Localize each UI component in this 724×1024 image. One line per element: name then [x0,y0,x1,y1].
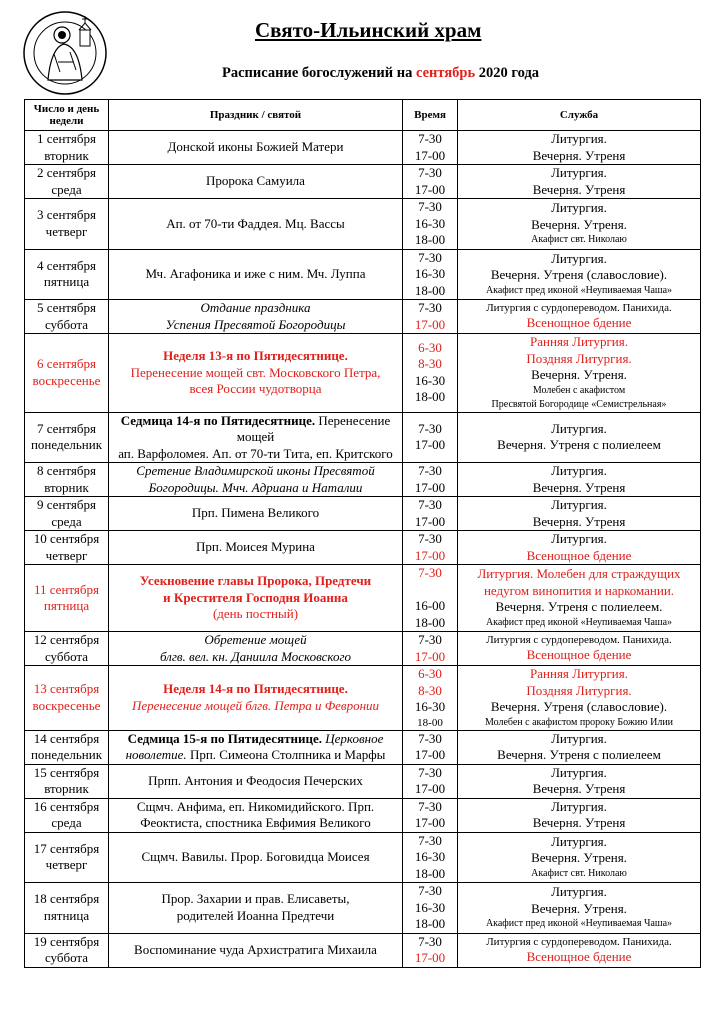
date-cell [25,497,109,531]
table-row [25,730,701,764]
time-cell [403,666,458,731]
table-row [25,249,701,300]
service-cell [458,632,701,666]
schedule-table [24,99,701,968]
time-text: 7-30 [418,565,442,580]
service-text: Вечерня. Утреня. [531,367,627,382]
table-row [25,497,701,531]
time-cell [403,798,458,832]
date-text: 16 сентября [33,798,100,814]
feast-cell [109,300,403,334]
column-header-time: Время [403,100,458,131]
time-text: 16-00 [414,598,446,613]
service-text: Литургия. [551,420,607,436]
time-text: 17-00 [414,747,446,762]
date-cell [25,933,109,967]
feast-text: Перенесение мощей блгв. Петра и Февронии [131,697,380,713]
service-text: Вечерня. Утреня [532,513,626,529]
feast-text: всея России чудотворца [189,381,322,396]
date-cell [25,883,109,934]
service-text: Литургия. [551,833,607,849]
service-text: Литургия. [551,798,607,814]
date-text: 9 сентября [37,497,96,512]
date-cell [25,131,109,165]
feast-text: Прп. Пимена Великого [191,505,320,521]
service-cell [458,798,701,832]
service-text: Молебен с акафистом [532,384,626,396]
time-cell [403,730,458,764]
service-text: Всенощное бдение [526,547,632,563]
table-row [25,764,701,798]
service-text: Вечерня. Утреня с полиелеем [497,437,661,453]
date-text: 8 сентября [37,463,96,478]
feast-cell [109,497,403,531]
service-cell [458,412,701,463]
time-text: 17-00 [414,181,446,197]
feast-text: Ап. от 70-ти Фаддея. Мц. Вассы [166,215,345,231]
time-text: 7-30 [418,420,442,436]
feast-text: Прп. Симеона Столпника и Марфы [186,747,386,762]
date-cell [25,832,109,883]
service-text: Вечерня. Утреня. [531,216,627,232]
time-text: 7-30 [418,798,442,814]
service-cell [458,531,701,565]
service-text: Литургия. [551,497,607,512]
service-text: Всенощное бдение [526,647,632,663]
date-text: 6 сентября [37,356,96,372]
date-cell [25,764,109,798]
service-text: Вечерня. Утреня. [531,850,627,866]
service-text: Литургия. [551,200,607,216]
date-text: 10 сентября [33,531,100,546]
time-text: 17-00 [414,513,446,529]
time-cell [403,531,458,565]
date-cell [25,666,109,731]
table-row [25,565,701,632]
feast-cell [109,832,403,883]
date-cell [25,463,109,497]
weekday-text: среда [51,815,82,830]
service-text: недугом винопития и наркомании. [483,582,675,598]
table-row [25,199,701,250]
table-row [25,832,701,883]
time-text: 7-30 [418,933,442,949]
weekday-text: пятница [43,274,90,290]
feast-cell [109,565,403,632]
date-text: 3 сентября [37,207,96,223]
feast-cell [109,412,403,463]
time-text: 18-00 [414,865,446,881]
feast-cell [109,883,403,934]
feast-text: Неделя 13-я по Пятидесятнице. [163,348,348,363]
service-text: Литургия. [551,250,607,266]
feast-cell [109,798,403,832]
service-text: Литургия. [551,165,607,180]
time-text: 17-00 [414,479,446,495]
date-text: 14 сентября [33,730,100,746]
weekday-text: вторник [44,781,89,796]
time-text: 16-30 [414,699,446,714]
table-row [25,412,701,463]
weekday-text: суббота [44,648,89,664]
service-cell [458,199,701,250]
service-text: Акафист пред иконой «Неупиваемая Чаша» [485,616,673,628]
feast-cell [109,933,403,967]
feast-text: Пророка Самуила [206,173,305,189]
table-row [25,334,701,413]
date-text: 19 сентября [33,933,100,949]
feast-text: Отдание праздника [200,300,311,315]
time-cell [403,933,458,967]
date-cell [25,565,109,632]
feast-text: Прпп. Антония и Феодосия Печерских [148,772,363,788]
weekday-text: четверг [45,223,88,239]
feast-text: Седмица 15-я по Пятидесятнице. [127,730,322,746]
time-cell [403,497,458,531]
feast-text: Сретение Владимирской иконы Пресвятой [136,463,375,478]
subtitle-month: сентябрь [415,65,476,81]
time-cell [403,883,458,934]
table-row [25,883,701,934]
weekday-text: четверг [45,857,88,873]
service-text: Вечерня. Утреня (славословие). [490,699,668,714]
time-text: 18-00 [414,614,446,630]
service-text: Ранняя Литургия. [530,334,628,349]
time-text: 16-30 [414,849,446,864]
time-text: 7-30 [418,463,442,478]
time-text: 18-00 [417,716,443,729]
service-text: Акафист свт. Николаю [531,867,627,879]
service-text: Акафист пред иконой «Неупиваемая Чаша» [485,284,673,296]
date-text: 4 сентября [37,257,96,273]
service-text: Литургия. Молебен для страждущих [477,566,681,582]
feast-text: ап. Варфоломея. Ап. от 70-ти Тита, еп. Критского [118,445,393,461]
feast-text: Мч. Агафоника и иже с ним. Мч. Луппа [145,266,366,281]
feast-cell [109,632,403,666]
feast-cell [109,730,403,764]
date-text: 15 сентября [33,764,100,780]
time-text: 7-30 [418,199,442,214]
time-text: 16-30 [414,372,446,388]
weekday-text: воскресенье [32,697,101,713]
time-text: 17-00 [414,815,446,830]
church-seal-logo [22,10,108,96]
time-text: 17-00 [414,547,446,563]
feast-cell [109,463,403,497]
service-text: Вечерня. Утреня [532,181,626,197]
service-cell [458,334,701,413]
service-cell [458,249,701,300]
feast-text: Сщмч. Анфима, еп. Никомидийского. Прп. [136,798,375,814]
service-cell [458,764,701,798]
service-text: Поздняя Литургия. [526,682,632,698]
date-text: 5 сентября [37,300,96,315]
service-text: Вечерня. Утреня. [531,900,627,916]
time-cell [403,199,458,250]
service-text: Поздняя Литургия. [526,350,632,366]
weekday-text: пятница [43,598,90,613]
time-cell [403,764,458,798]
time-text: 8-30 [418,356,442,372]
column-header-service: Служба [458,100,701,131]
date-cell [25,412,109,463]
date-text: 13 сентября [33,681,100,697]
time-cell [403,131,458,165]
service-text: Всенощное бдение [526,948,632,964]
feast-cell [109,531,403,565]
time-text: 7-30 [418,832,442,848]
weekday-text: воскресенье [32,372,101,388]
time-text: 7-30 [418,131,442,146]
weekday-text: вторник [44,147,89,163]
time-text: 7-30 [418,730,442,746]
time-cell [403,565,458,632]
table-row [25,666,701,731]
time-text: 7-30 [418,249,442,265]
date-cell [25,165,109,199]
service-cell [458,883,701,934]
column-header-feast: Праздник / святой [109,100,403,131]
service-text: Литургия. [551,730,607,746]
table-row [25,131,701,165]
service-cell [458,497,701,531]
feast-text: Неделя 14-я по Пятидесятнице. [163,681,348,697]
feast-cell [109,666,403,731]
service-cell [458,730,701,764]
service-cell [458,666,701,731]
feast-text: Перенесение мощей свт. Московского Петра, [130,364,381,380]
feast-text: Донской иконы Божией Матери [167,139,344,155]
time-cell [403,412,458,463]
time-cell [403,632,458,666]
feast-text: блгв. вел. кн. Даниила Московского [159,648,352,664]
service-text: Вечерня. Утреня [532,781,626,796]
service-cell [458,165,701,199]
table-row [25,933,701,967]
column-header-date: Число и день недели [25,100,109,131]
feast-text: Перенесение мощей [236,412,391,444]
table-row [25,165,701,199]
feast-text: Седмица 14-я по Пятидесятнице. [120,412,316,428]
time-text: 7-30 [418,300,442,315]
time-text: 7-30 [418,531,442,546]
feast-cell [109,165,403,199]
date-text: 2 сентября [37,165,96,180]
date-text: 17 сентября [33,840,100,856]
time-text: 17-00 [414,316,446,332]
service-text: Литургия. [551,884,607,900]
service-cell [458,463,701,497]
feast-text: родителей Иоанна Предтечи [176,907,335,923]
page-title: Свято-Ильинский храм [255,18,482,42]
service-text: Литургия с сурдопереводом. Панихида. [486,302,672,315]
time-cell [403,463,458,497]
service-text: Вечерня. Утреня [532,147,626,163]
time-text: 16-30 [414,899,446,915]
date-cell [25,798,109,832]
table-row [25,300,701,334]
schedule-subtitle [222,65,539,82]
service-text: Литургия. [551,764,607,780]
time-text: 18-00 [414,232,446,247]
table-row [25,463,701,497]
feast-cell [109,131,403,165]
weekday-text: суббота [44,316,89,332]
time-text: 7-30 [418,764,442,780]
time-text: 18-00 [414,916,446,931]
time-text: 6-30 [418,666,442,681]
weekday-text: понедельник [30,437,103,453]
feast-text: Прор. Захарии и прав. Елисаветы, [161,891,350,907]
service-text: Литургия с сурдопереводом. Панихида. [486,935,672,948]
time-cell [403,165,458,199]
service-text: Литургия с сурдопереводом. Панихида. [486,634,672,647]
date-cell [25,199,109,250]
time-text: 18-00 [414,282,446,298]
date-cell [25,531,109,565]
weekday-text: понедельник [30,747,103,762]
feast-cell [109,249,403,300]
date-text: 11 сентября [33,581,99,597]
time-text: 17-00 [414,781,446,796]
date-text: 1 сентября [37,131,96,146]
service-cell [458,565,701,632]
feast-text: Усекновение главы Пророка, Предтечи [139,573,372,589]
time-text: 17-00 [414,147,446,163]
date-text: 12 сентября [33,632,100,647]
feast-text: Сщмч. Вавилы. Прор. Боговидца Моисея [141,849,370,864]
date-cell [25,632,109,666]
feast-cell [109,764,403,798]
time-text: 6-30 [418,339,442,355]
feast-text: Успения Пресвятой Богородицы [165,316,346,332]
table-header-row [25,100,701,131]
date-cell [25,334,109,413]
weekday-text: вторник [44,479,89,495]
date-text: 7 сентября [37,420,96,436]
feast-text: (день постный) [212,606,299,622]
feast-text: и Крестителя Господня Иоанна [163,589,348,605]
time-text: 7-30 [418,165,442,180]
service-text: Вечерня. Утреня (славословие). [490,267,668,283]
service-text: Акафист свт. Николаю [531,234,627,246]
service-text: Литургия. [551,463,607,478]
table-row [25,531,701,565]
service-text: Вечерня. Утреня [532,815,626,830]
feast-text: Феоктиста, спостника Евфимия Великого [140,815,371,830]
time-text: 7-30 [418,883,442,898]
time-text: 17-00 [414,437,446,453]
feast-cell [109,334,403,413]
service-text: Ранняя Литургия. [530,666,628,681]
date-cell [25,249,109,300]
service-text: Всенощное бдение [526,315,632,331]
time-text: 16-30 [414,266,446,281]
service-text: Пресвятой Богородице «Семистрельная» [491,398,667,410]
feast-text: Богородицы. Мчч. Адриана и Наталии [148,479,363,495]
time-cell [403,832,458,883]
service-cell [458,300,701,334]
time-text: 18-00 [414,389,446,405]
service-cell [458,832,701,883]
feast-cell [109,199,403,250]
weekday-text: четверг [45,547,88,563]
time-text: 8-30 [418,682,442,698]
time-cell [403,249,458,300]
time-text: 7-30 [418,632,442,647]
feast-text: Прп. Моисея Мурина [196,539,315,555]
time-text: 16-30 [414,215,446,231]
weekday-text: пятница [43,907,90,923]
service-cell [458,131,701,165]
service-text: Литургия. [551,131,607,146]
time-cell [403,334,458,413]
service-text: Молебен с акафистом пророку Божию Илии [484,716,674,728]
service-cell [458,933,701,967]
time-text: 17-00 [414,648,446,664]
date-cell [25,730,109,764]
service-text: Литургия. [551,531,607,546]
weekday-text: суббота [44,950,89,965]
table-row [25,632,701,666]
feast-text: Церковное [322,730,384,746]
time-cell [403,300,458,334]
weekday-text: среда [51,513,82,529]
service-text: Вечерня. Утреня [532,479,626,495]
date-text: 18 сентября [33,891,100,907]
service-text: Вечерня. Утреня с полиелеем. [495,599,663,615]
date-cell [25,300,109,334]
feast-text: новолетие. [125,747,187,762]
time-text: 7-30 [418,497,442,512]
weekday-text: среда [51,181,82,197]
time-text: 17-00 [414,950,446,965]
feast-text: Воспоминание чуда Архистратига Михаила [134,941,377,957]
service-text: Вечерня. Утреня с полиелеем [497,747,661,762]
table-row [25,798,701,832]
subtitle-year: 2020 года [475,65,540,81]
service-text: Акафист пред иконой «Неупиваемая Чаша» [485,918,673,930]
feast-text: Обретение мощей [204,632,307,647]
subtitle-prefix: Расписание богослужений на [222,65,416,81]
